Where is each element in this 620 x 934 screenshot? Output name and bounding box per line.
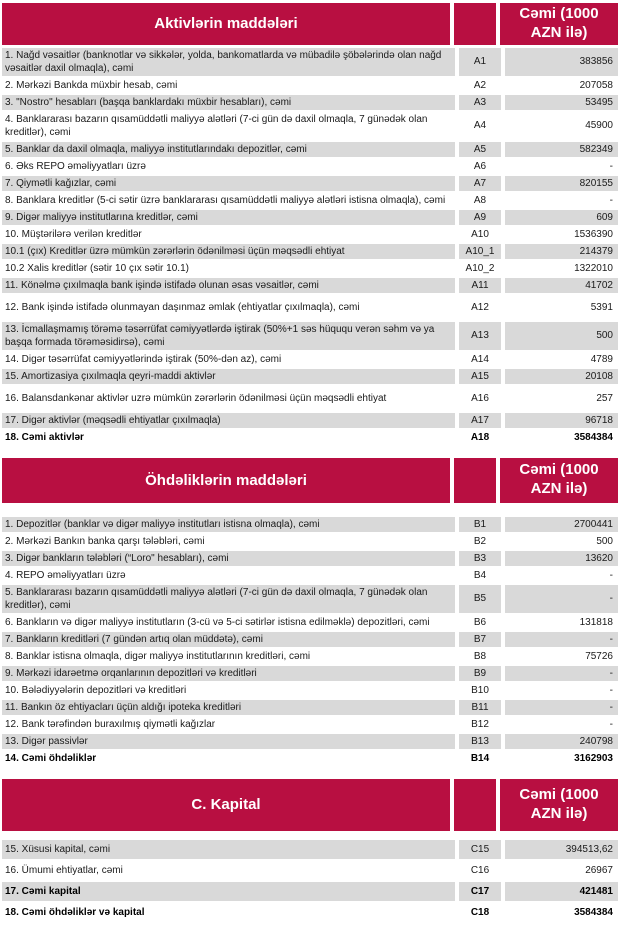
table-row: [2, 193, 618, 208]
section-title: C. Kapital: [2, 779, 450, 831]
row-description-text: 3. "Nostro" hesabları (başqa banklardakı müxbir hesabları), cəmi: [5, 96, 292, 108]
row-description: [2, 615, 455, 630]
row-code: A10_1: [459, 244, 501, 259]
row-code: A10: [471, 228, 489, 240]
row-value: 75726: [585, 650, 613, 662]
column-total-header: Cəmi (1000 AZN ilə): [500, 779, 618, 831]
row-value: -: [505, 666, 618, 681]
row-code: B13: [459, 734, 501, 749]
table-row: [2, 683, 618, 698]
table-row: [2, 534, 618, 549]
row-value: 421481: [505, 882, 618, 901]
row-value: 582349: [505, 142, 618, 157]
row-description: [2, 700, 455, 715]
row-description: [2, 176, 455, 191]
row-description-text: 17. Digər aktivlər (məqsədli ehtiyatlar çıxılmaqla): [5, 414, 221, 426]
table-row: [2, 717, 618, 732]
row-description-text: 16. Balansdankənar aktivlər uzrə mümkün zərərlərin ödənilməsi üçün məqsədli ehtiyat: [5, 392, 387, 404]
row-value: 131818: [579, 616, 613, 628]
row-code: A11: [459, 278, 501, 293]
row-description: [2, 322, 455, 350]
row-description: [2, 159, 455, 174]
row-value: 240798: [505, 734, 618, 749]
row-description: [2, 534, 455, 549]
row-code: A18: [470, 431, 490, 443]
table-row: [2, 632, 618, 647]
column-total-header: Cəmi (1000 AZN ilə): [500, 458, 618, 503]
row-value: 257: [596, 392, 613, 404]
table-row: [2, 649, 618, 664]
row-description-text: 13. Digər passivlər: [5, 735, 88, 747]
table-row: [2, 882, 618, 901]
row-description-text: 5. Banklararası bazarın qısamüddətli maliyyə alətləri (7-ci gün də daxil olmaqla, 7 günədək olan kreditlər), cəmi: [5, 586, 428, 611]
table-row: [2, 840, 618, 859]
row-value: 214379: [505, 244, 618, 259]
row-value: 394513,62: [505, 840, 618, 859]
row-value: 1322010: [574, 262, 613, 274]
table-row: [2, 244, 618, 259]
row-description-text: 9. Mərkəzi idarəetmə orqanlarının depozitləri və kreditləri: [5, 667, 257, 679]
section-0: [2, 3, 618, 445]
row-code: A13: [459, 322, 501, 350]
row-description: [2, 903, 455, 922]
row-code: A17: [459, 413, 501, 428]
table-row: [2, 413, 618, 428]
table-row: [2, 666, 618, 681]
row-value: 3162903: [574, 752, 613, 764]
row-value: 500: [596, 535, 613, 547]
row-description: [2, 413, 455, 428]
row-description: [2, 78, 455, 93]
row-code: A9: [459, 210, 501, 225]
row-value: 5391: [590, 301, 613, 313]
row-value: 26967: [585, 864, 613, 876]
row-code: B10: [471, 684, 489, 696]
row-description: [2, 244, 455, 259]
row-code: A12: [471, 301, 489, 313]
table-row: [2, 95, 618, 110]
column-total-header: Cəmi (1000 AZN ilə): [500, 3, 618, 45]
row-code: A15: [459, 369, 501, 384]
row-code: C16: [470, 864, 490, 876]
row-code: B11: [459, 700, 501, 715]
section-title: Aktivlərin maddələri: [2, 3, 450, 45]
header-code-cell: [454, 3, 496, 45]
row-description: [2, 861, 455, 880]
table-row: [2, 700, 618, 715]
row-description: [2, 717, 455, 732]
row-description: [2, 632, 455, 647]
row-code: B14: [470, 752, 490, 764]
row-description: [2, 95, 455, 110]
row-description-text: 5. Banklar da daxil olmaqla, maliyyə institutlarındakı depozitlər, cəmi: [5, 143, 307, 155]
table-row: [2, 751, 618, 766]
row-code: B8: [473, 650, 487, 662]
header-code-cell: [454, 779, 496, 831]
table-row: [2, 142, 618, 157]
row-description-text: 1. Depozitlər (banklar və digər maliyyə institutları istisna olmaqla), cəmi: [5, 518, 320, 530]
section-header-row: [2, 779, 618, 831]
table-row: [2, 551, 618, 566]
row-description-text: 11. Könəlmə çıxılmaqla bank işində istifadə olunan əsas vəsaitlər, cəmi: [5, 279, 319, 291]
row-description-text: 4. Banklararası bazarın qısamüddətli maliyyə alətləri (7-ci gün də daxil olmaqla, 7 günədək olan kreditlər), cəmi: [5, 113, 428, 138]
row-value: 3584384: [574, 906, 613, 918]
row-code: C15: [459, 840, 501, 859]
row-value: 383856: [505, 48, 618, 76]
row-description: [2, 261, 455, 276]
row-code: A3: [459, 95, 501, 110]
row-value: 20108: [505, 369, 618, 384]
table-row: [2, 369, 618, 384]
row-description: [2, 585, 455, 613]
row-description: [2, 840, 455, 859]
row-description: [2, 278, 455, 293]
row-code: A2: [473, 79, 487, 91]
row-value: -: [609, 160, 613, 172]
row-description-text: 9. Digər maliyyə institutlarına kreditlər, cəmi: [5, 211, 198, 223]
row-description: [2, 649, 455, 664]
row-description-text: 18. Cəmi aktivlər: [5, 431, 84, 443]
row-code: B6: [473, 616, 487, 628]
row-description: [2, 666, 455, 681]
table-row: [2, 386, 618, 411]
row-code: A8: [473, 194, 487, 206]
header-code-cell: [454, 458, 496, 503]
section-2: [2, 779, 618, 922]
row-description-text: 14. Cəmi öhdəliklər: [5, 752, 97, 764]
table-row: [2, 517, 618, 532]
row-code: B2: [473, 535, 487, 547]
table-row: [2, 112, 618, 140]
row-code: B12: [471, 718, 489, 730]
row-code: A4: [473, 120, 487, 131]
row-code: A5: [459, 142, 501, 157]
row-description: [2, 352, 455, 367]
row-code: A1: [459, 48, 501, 76]
row-code: A6: [473, 160, 487, 172]
row-value: -: [609, 718, 613, 730]
section-title: Öhdəliklərin maddələri: [2, 458, 450, 503]
row-description-text: 14. Digər təsərrüfat cəmiyyətlərində iştirak (50%-dən az), cəmi: [5, 353, 282, 365]
row-code: B5: [459, 585, 501, 613]
row-description: [2, 210, 455, 225]
table-row: [2, 176, 618, 191]
row-description-text: 16. Ümumi ehtiyatlar, cəmi: [5, 864, 123, 876]
row-description-text: 6. Əks REPO əməliyyatları üzrə: [5, 160, 146, 172]
row-description-text: 7. Bankların kreditləri (7 gündən artıq olan müddətə), cəmi: [5, 633, 263, 645]
table-row: [2, 295, 618, 320]
row-value: 2700441: [505, 517, 618, 532]
table-row: [2, 278, 618, 293]
row-description-text: 1. Nağd vəsaitlər (banknotlar və sikkələr, yolda, bankomatlarda və mübadilə şöbələrində olan nağd vəsaitlər daxil olmaqla), cəmi: [5, 49, 442, 74]
row-code: A14: [471, 353, 489, 365]
table-row: [2, 159, 618, 174]
row-description: [2, 193, 455, 208]
row-description-text: 10. Bələdiyyələrin depozitləri və kreditləri: [5, 684, 187, 696]
row-code: B7: [459, 632, 501, 647]
row-value: 45900: [585, 120, 613, 131]
row-code: C18: [470, 906, 490, 918]
row-description: [2, 517, 455, 532]
row-description-text: 7. Qiymətli kağızlar, cəmi: [5, 177, 117, 189]
row-description: [2, 882, 455, 901]
table-row: [2, 78, 618, 93]
row-description-text: 12. Bank tərəfindən buraxılmış qiymətli kağızlar: [5, 718, 216, 730]
row-value: 3584384: [574, 431, 613, 443]
row-value: 96718: [505, 413, 618, 428]
row-description: [2, 142, 455, 157]
row-code: B1: [459, 517, 501, 532]
row-description: [2, 683, 455, 698]
row-value: 4789: [590, 353, 613, 365]
section-header-row: [2, 3, 618, 45]
row-description-text: 3. Digər bankların tələbləri (“Loro" hesabları), cəmi: [5, 552, 229, 564]
row-description-text: 10.2 Xalis kreditlər (sətir 10 çıx sətir 10.1): [5, 262, 189, 274]
table-row: [2, 261, 618, 276]
row-description: [2, 751, 455, 766]
row-description-text: 15. Xüsusi kapital, cəmi: [5, 843, 111, 855]
section-1: [2, 458, 618, 766]
row-description: [2, 430, 455, 445]
row-description-text: 6. Bankların və digər maliyyə institutların (3-cü və 5-ci sətirlər istisna edilməklə) depozitləri, cəmi: [5, 616, 430, 628]
row-code: B4: [473, 569, 487, 581]
row-value: -: [609, 569, 613, 581]
row-description: [2, 112, 455, 140]
row-value: 53495: [505, 95, 618, 110]
table-row: [2, 734, 618, 749]
row-value: 1536390: [574, 228, 613, 240]
row-value: 820155: [505, 176, 618, 191]
row-description: [2, 227, 455, 242]
row-value: -: [505, 632, 618, 647]
row-description-text: 11. Bankın öz ehtiyacları üçün aldığı ipoteka kreditləri: [5, 701, 242, 713]
table-row: [2, 861, 618, 880]
row-description-text: 4. REPO əməliyyatları üzrə: [5, 569, 126, 581]
row-description-text: 2. Mərkəzi Bankın banka qarşı tələbləri, cəmi: [5, 535, 205, 547]
row-description-text: 17. Cəmi kapital: [5, 885, 81, 897]
table-row: [2, 430, 618, 445]
section-header-row: [2, 458, 618, 503]
row-description: [2, 386, 455, 411]
row-description-text: 2. Mərkəzi Bankda müxbir hesab, cəmi: [5, 79, 178, 91]
row-value: 609: [505, 210, 618, 225]
row-value: 207058: [579, 79, 613, 91]
row-description: [2, 48, 455, 76]
table-row: [2, 903, 618, 922]
row-description: [2, 369, 455, 384]
row-description-text: 15. Amortizasiya çıxılmaqla qeyri-maddi aktivlər: [5, 370, 216, 382]
row-value: -: [609, 194, 613, 206]
row-value: 41702: [505, 278, 618, 293]
row-code: A7: [459, 176, 501, 191]
table-row: [2, 352, 618, 367]
row-value: -: [505, 700, 618, 715]
row-value: 13620: [505, 551, 618, 566]
table-row: [2, 48, 618, 76]
row-description: [2, 568, 455, 583]
row-value: 500: [505, 322, 618, 350]
row-description: [2, 295, 455, 320]
row-description: [2, 734, 455, 749]
table-row: [2, 322, 618, 350]
row-code: B9: [459, 666, 501, 681]
row-description-text: 18. Cəmi öhdəliklər və kapital: [5, 906, 145, 918]
row-value: -: [609, 684, 613, 696]
row-description-text: 10. Müştərilərə verilən kreditlər: [5, 228, 142, 240]
table-row: [2, 568, 618, 583]
row-description-text: 10.1 (çıx) Kreditlər üzrə mümkün zərərlərin ödənilməsi üçün məqsədli ehtiyat: [5, 245, 345, 257]
table-row: [2, 585, 618, 613]
row-value: -: [505, 585, 618, 613]
row-description-text: 8. Banklar istisna olmaqla, digər maliyyə institutlarının kreditləri, cəmi: [5, 650, 311, 662]
row-description-text: 13. İcmallaşmamış törəmə təsərrüfat cəmiyyətlərdə iştirak (50%+1 səs hüququ verən səhm və ya başqa formada törəməsidirsə), cəmi: [5, 323, 435, 348]
table-row: [2, 227, 618, 242]
table-row: [2, 615, 618, 630]
row-code: A10_2: [465, 262, 495, 274]
row-description: [2, 551, 455, 566]
row-code: B3: [459, 551, 501, 566]
row-description-text: 8. Banklara kreditlər (5-ci sətir üzrə banklararası qısamüddətli maliyyə alətləri istisna olmaqla), cəmi: [5, 194, 446, 206]
row-description-text: 12. Bank işində istifadə olunmayan daşınmaz əmlak (ehtiyatlar çıxılmaqla), cəmi: [5, 301, 360, 313]
row-code: C17: [459, 882, 501, 901]
row-code: A16: [471, 392, 489, 404]
table-row: [2, 210, 618, 225]
